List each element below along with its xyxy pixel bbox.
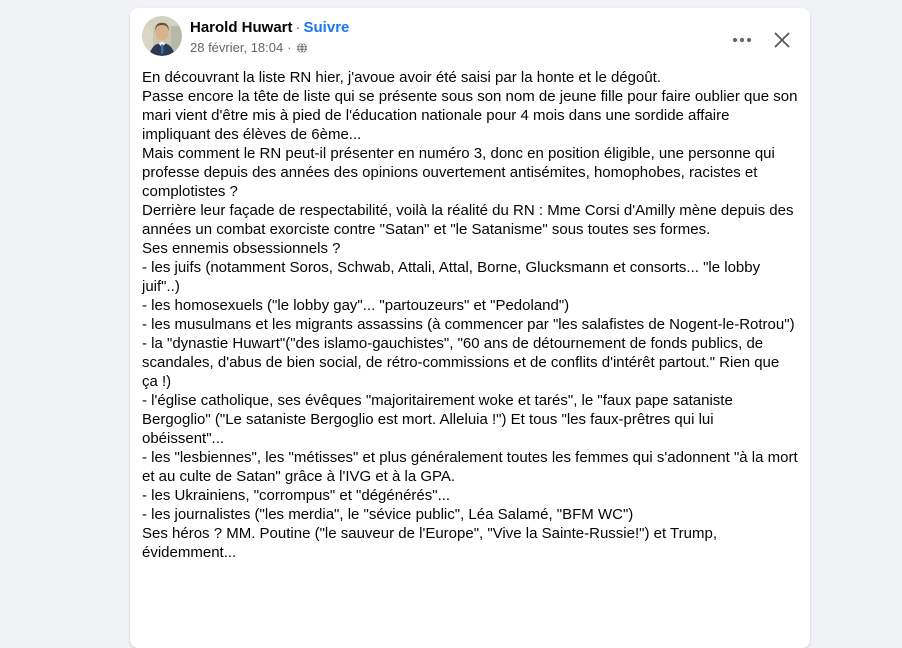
post-paragraph: - la "dynastie Huwart"("des islamo-gauchistes", "60 ans de détournement de fonds publics, de scandales, d'abus de bien social, de rétro-commissions et de conflits d'intérêt partout." Rien que ça !)	[142, 335, 780, 390]
post-paragraph: Mais comment le RN peut-il présenter en numéro 3, donc en position éligible, une personne qui professe depuis des années des opinions ouvertement antisémites, homophobes, racistes et complotistes ?	[142, 145, 775, 200]
name-row	[190, 18, 349, 37]
separator-dot: ·	[295, 19, 301, 36]
post-paragraph: Passe encore la tête de liste qui se présente sous son nom de jeune fille pour faire oublier que son mari vient d'être mis à pied de l'éducation nationale pour 4 mois dans une sordide affaire impliquant des élèves de 6ème...	[142, 88, 798, 143]
post-paragraph: - les homosexuels ("le lobby gay"... "partouzeurs" et "Pedoland")	[142, 297, 570, 314]
post-card	[130, 8, 810, 648]
separator-dot: ·	[287, 40, 292, 55]
follow-button[interactable]: Suivre	[303, 19, 350, 36]
avatar-image	[142, 16, 182, 56]
post-paragraph: - les "lesbiennes", les "métisses" et plus généralement toutes les femmes qui s'adonnent "à la mort et au culte de Satan" grâce à l'IVG et à la GPA.	[142, 449, 798, 485]
globe-icon	[296, 42, 308, 54]
post-paragraph: - les juifs (notamment Soros, Schwab, Attali, Attal, Borne, Glucksmann et consorts... "le lobby juif"..)	[142, 259, 761, 295]
post-paragraph: - les musulmans et les migrants assassins (à commencer par "les salafistes de Nogent-le-Rotrou")	[142, 316, 795, 333]
three-dots-icon	[730, 28, 754, 52]
x-icon	[772, 30, 792, 50]
post-body	[142, 68, 798, 562]
author-name[interactable]: Harold Huwart	[190, 19, 293, 36]
more-options-button[interactable]	[726, 24, 758, 56]
meta-row	[190, 39, 349, 56]
close-button[interactable]	[768, 26, 796, 54]
header-actions	[726, 24, 796, 56]
post-paragraph: - les Ukrainiens, "corrompus" et "dégénérés"...	[142, 487, 451, 504]
post-paragraph: En découvrant la liste RN hier, j'avoue avoir été saisi par la honte et le dégoût.	[142, 69, 662, 86]
post-header	[142, 16, 798, 56]
post-paragraph: - l'église catholique, ses évêques "majoritairement woke et tarés", le "faux pape sataniste Bergoglio" ("Le sataniste Bergoglio est mort. Alleluia !") Et tous "les faux-prêtres qui lui obéissent"...	[142, 392, 733, 447]
post-paragraph: Ses ennemis obsessionnels ?	[142, 240, 341, 257]
post-paragraph: - les journalistes ("les merdia", le "sévice public", Léa Salamé, "BFM WC")	[142, 506, 634, 523]
post-paragraph: Derrière leur façade de respectabilité, voilà la réalité du RN : Mme Corsi d'Amilly mène depuis des années un combat exorciste contre "Satan" et "le Satanisme" sous toutes ses formes.	[142, 202, 794, 238]
post-paragraph: Ses héros ? MM. Poutine ("le sauveur de l'Europe", "Vive la Sainte-Russie!") et Trump, évidemment...	[142, 525, 717, 561]
timestamp[interactable]: 28 février, 18:04	[190, 40, 284, 55]
header-text	[190, 16, 349, 56]
avatar[interactable]	[142, 16, 182, 56]
